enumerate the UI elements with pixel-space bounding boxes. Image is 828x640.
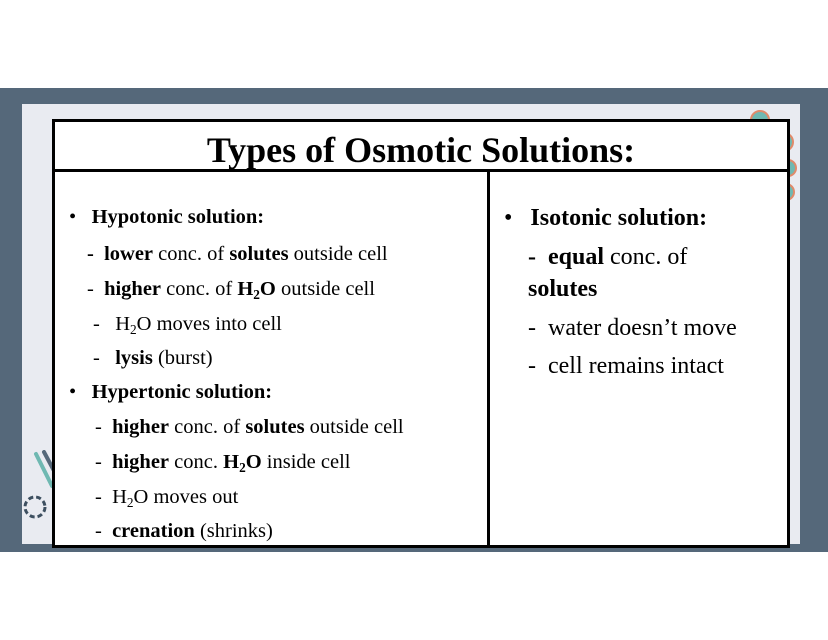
hypotonic-line-1: - lower conc. of solutes outside cell [87, 243, 388, 265]
left-column [55, 172, 487, 545]
hypertonic-line-2: - higher conc. $H_2O$ inside cell [95, 451, 351, 475]
isotonic-line-1: - equal conc. of [528, 244, 688, 270]
bullet: • [69, 206, 77, 228]
hypertonic-line-4: - crenation (shrinks) [95, 520, 273, 542]
isotonic-heading: • Isotonic solution: [504, 205, 708, 231]
hypertonic-heading: • Hypertonic solution: [69, 381, 273, 403]
isotonic-line-3: - cell remains intact [528, 353, 724, 379]
bullet: • [69, 381, 77, 403]
isotonic-line-1-cont: solutes [528, 276, 598, 302]
hypotonic-line-2: - higher conc. of $H_2O$ outside cell [87, 278, 375, 302]
bullet: • [504, 205, 513, 231]
hypotonic-heading: • Hypotonic solution: [69, 206, 265, 228]
osmotic-solutions-table [52, 119, 790, 548]
hypertonic-line-3: - $H_2O$ moves out [95, 486, 239, 510]
hypertonic-line-1: - higher conc. of solutes outside cell [95, 416, 404, 438]
hypotonic-line-4: - lysis (burst) [93, 347, 213, 369]
decorative-ring-icon [20, 492, 50, 522]
hypotonic-line-3: - $H_2O$ moves into cell [93, 313, 282, 337]
right-column [490, 172, 787, 545]
isotonic-line-2: - water doesn’t move [528, 315, 737, 341]
slide-title: Types of Osmotic Solutions: [55, 122, 787, 172]
